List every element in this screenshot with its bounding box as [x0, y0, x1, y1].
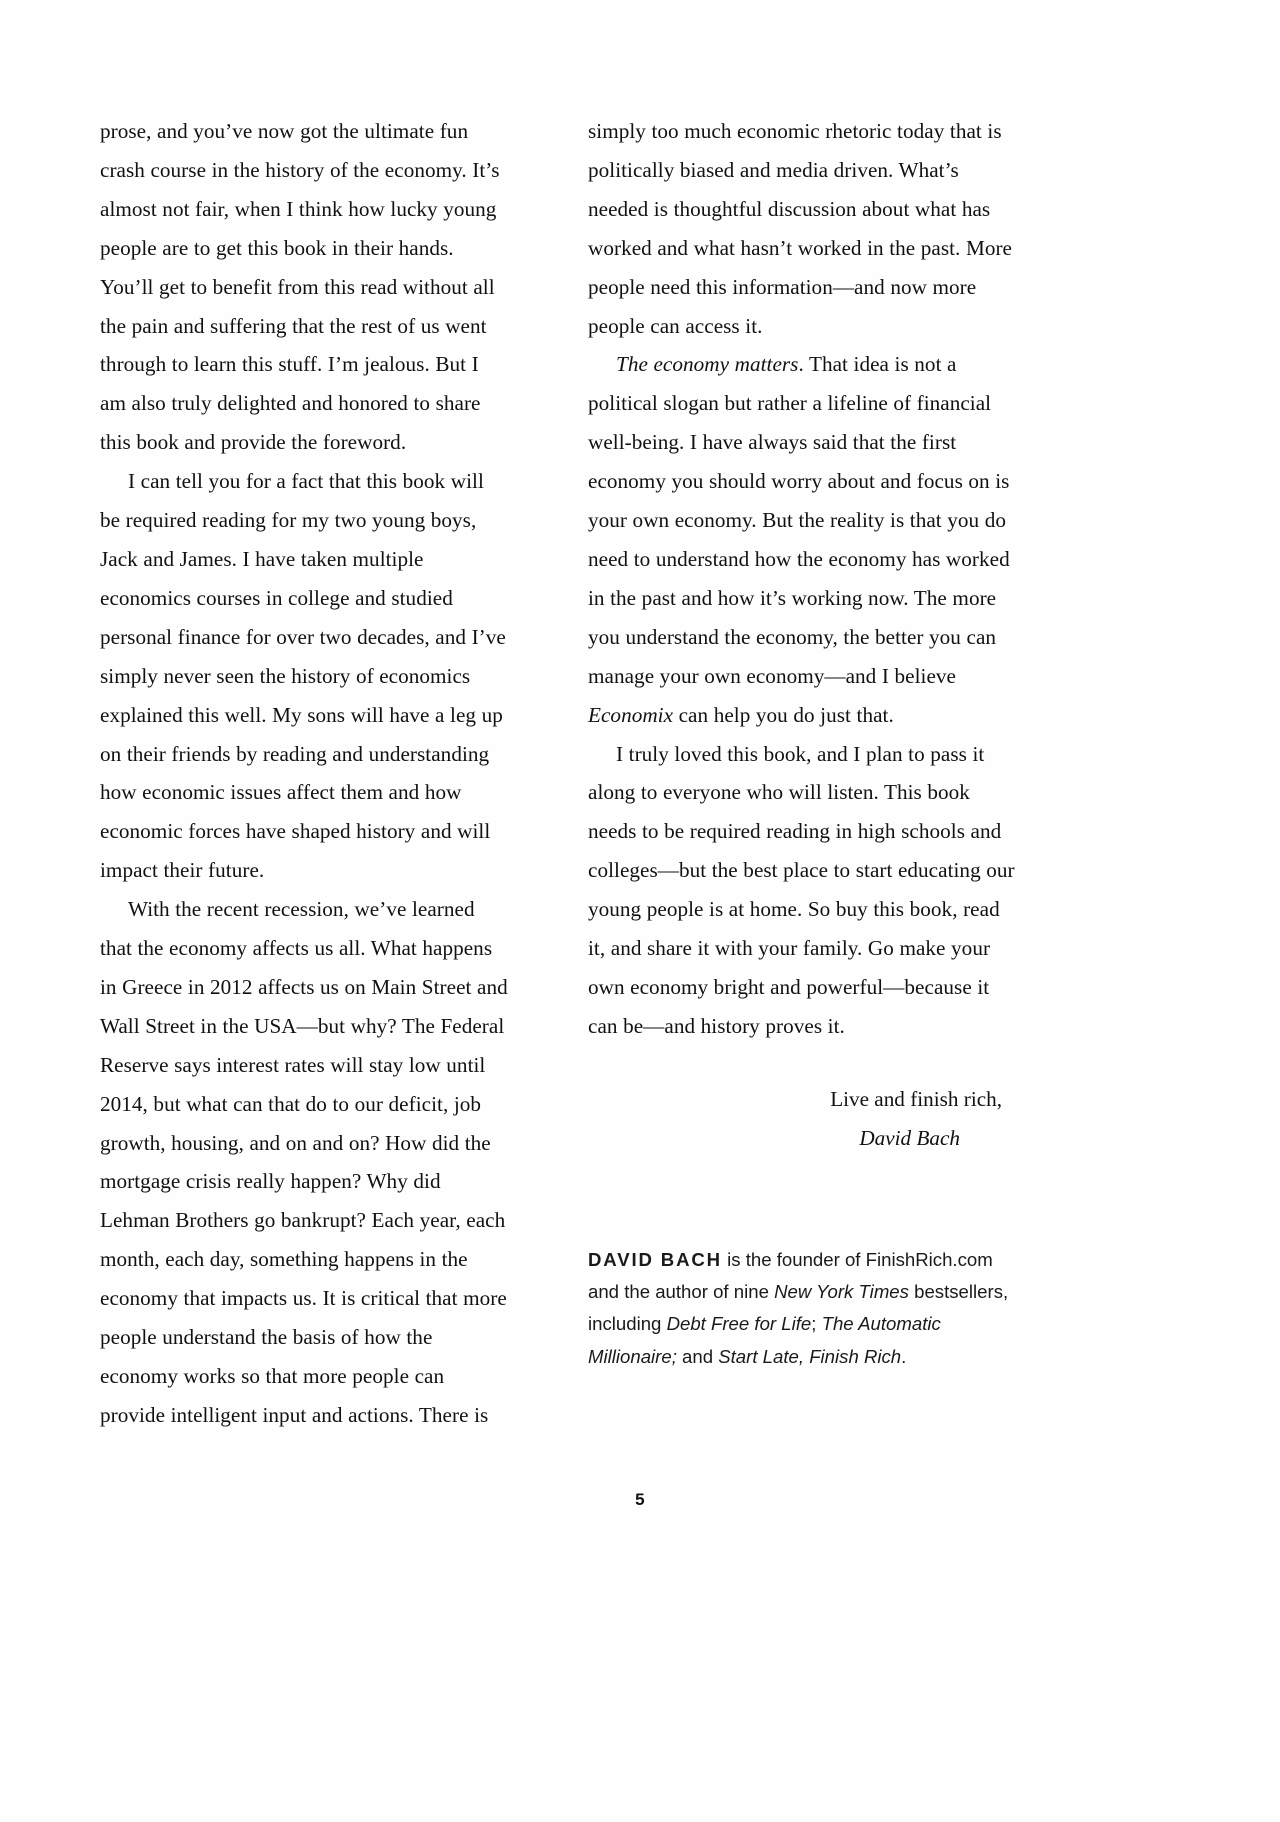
author-bio-line-4: and — [676, 1345, 719, 1367]
right-paragraph-3: I truly loved this book, and I plan to pass it along to everyone who will listen. This book needs to be required reading in high schools and colleges—but the best place to start educating our young people is at home. So buy this book, read it, and share it with your family. Go make your own economy bright and powerful—because it can be—and history proves it. — [588, 741, 1015, 1038]
signature-closing: Live and finish rich, — [830, 1086, 1002, 1111]
author-bio-line-5: . — [901, 1345, 907, 1367]
right-column — [588, 112, 1020, 1435]
right-paragraph-2-tail: can help you do just that. — [673, 702, 894, 727]
left-paragraph-3: With the recent recession, we’ve learned that the economy affects us all. What happens in Greece in 2012 affects us on Main Street and Wall Street in the USA—but why? The Federal Reserve says interest rates will stay low until 2014, but what can that do to our deficit, job growth, housing, and on and on? How did the mortgage crisis really happen? Why did Lehman Brothers go bankrupt? Each year, each month, each day, something happens in the economy that impacts us. It is critical that more people understand the basis of how the economy works so that more people can provide intelligent input and actions. There is — [100, 897, 508, 1427]
two-column-text-body — [100, 112, 1020, 1435]
signature-block — [588, 1080, 1020, 1158]
author-bio-line-1: is the founder of FinishRich.com and the author of nine — [588, 1248, 993, 1302]
page-number: 5 — [635, 1490, 645, 1509]
right-paragraph-2 — [588, 345, 1020, 734]
author-bio-name: DAVID BACH — [588, 1248, 722, 1270]
left-paragraph-2: I can tell you for a fact that this book will be required reading for my two young boys, Jack and James. I have taken multiple economics courses in college and studied personal finance for over two decades, and I’ve simply never seen the history of economics explained this well. My sons will have a leg up on their friends by reading and understanding how economic issues affect them and how economic forces have shaped history and will impact their future. — [100, 469, 506, 883]
author-bio-italic-debt-free: Debt Free for Life — [666, 1313, 812, 1335]
author-bio-line-2: bestsellers, including — [588, 1280, 1009, 1335]
author-bio-italic-nyt: New York Times — [774, 1280, 909, 1302]
left-paragraph-1: prose, and you’ve now got the ultimate fun crash course in the history of the economy. It’s almost not fair, when I think how lucky young people are to get this book in their hands. You’ll get to benefit from this read without all the pain and suffering that the rest of us went through to learn this stuff. I’m jealous. But I am also truly delighted and honored to share this book and provide the foreword. — [100, 119, 500, 455]
right-paragraph-1: simply too much economic rhetoric today that is politically biased and media driven. What’s needed is thoughtful discussion about what has worked and what hasn’t worked in the past. More people need this information—and now more people can access it. — [588, 119, 1013, 338]
author-bio — [588, 1244, 1020, 1374]
economix-title-italic: Economix — [588, 702, 674, 727]
author-bio-italic-automatic-millionaire: The Automatic Millionaire; — [588, 1313, 941, 1367]
right-paragraph-2-rest: . That idea is not a political slogan but rather a lifeline of financial well-being. I have always said that the first economy you should worry about and focus on is your own economy. But the reality is that you do need to understand how the economy has worked in the past and how it’s working now. The more you understand the economy, the better you can manage your own economy—and I believe — [588, 352, 1010, 688]
author-bio-italic-start-late: Start Late, Finish Rich — [718, 1345, 902, 1367]
author-bio-line-3: ; — [811, 1313, 822, 1335]
left-column — [100, 112, 508, 1435]
signature-name: David Bach — [859, 1125, 960, 1150]
economy-matters-italic-lead: The economy matters — [616, 352, 799, 377]
